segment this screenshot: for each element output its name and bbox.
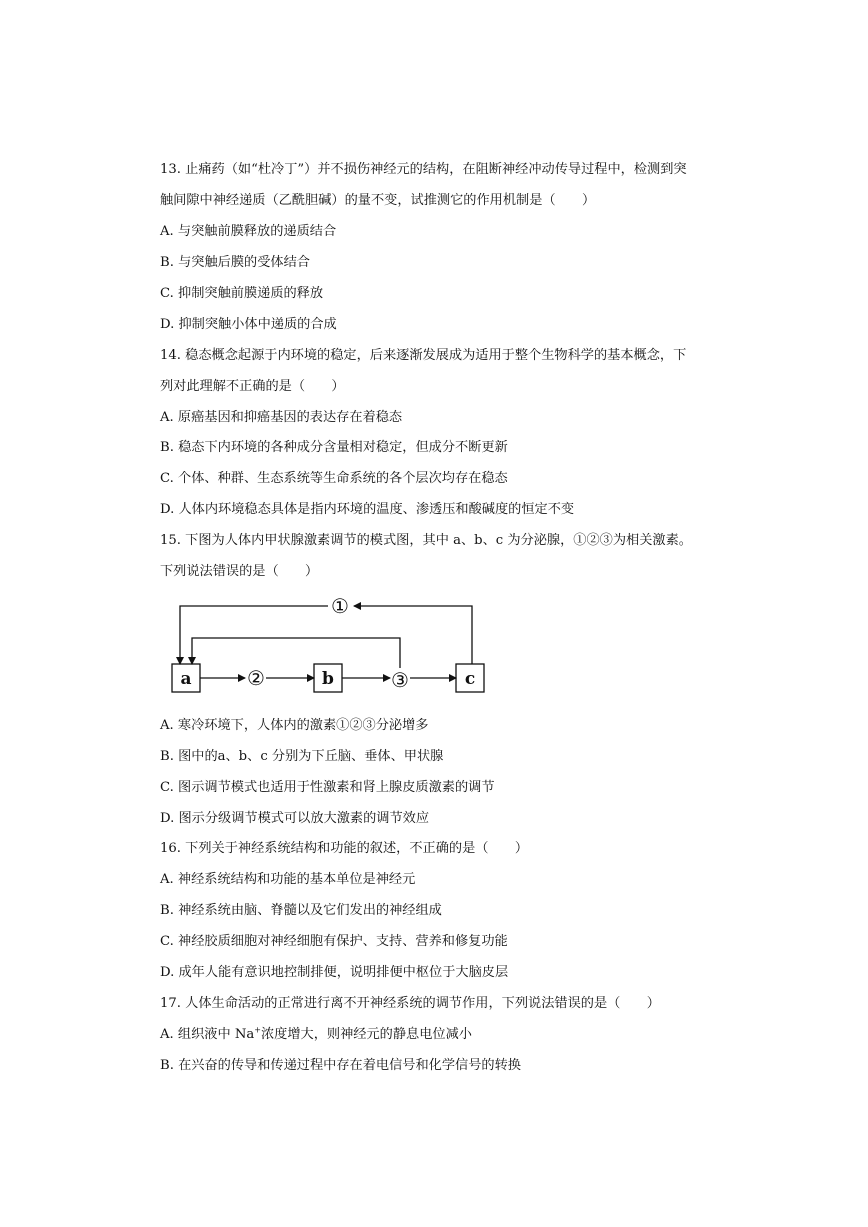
q14-option-a: A. 原癌基因和抑癌基因的表达存在着稳态 (160, 410, 403, 425)
q16-option-c: C. 神经胶质细胞对神经细胞有保护、支持、营养和修复功能 (160, 934, 508, 949)
q13-stem-line1: 13. 止痛药（如“杜冷丁”）并不损伤神经元的结构，在阻断神经冲动传导过程中，检测到突 (160, 162, 687, 177)
q15-option-d: D. 图示分级调节模式可以放大激素的调节效应 (160, 811, 430, 826)
q15-option-c: C. 图示调节模式也适用于性激素和肾上腺皮质激素的调节 (160, 780, 495, 795)
hormone-3-label: ③ (391, 668, 409, 692)
q17-option-a-suffix: 浓度增大，则神经元的静息电位减小 (260, 1027, 472, 1042)
feedback-3-to-a (192, 638, 400, 668)
hormone-regulation-diagram (160, 592, 500, 702)
q15-option-b: B. 图中的a、b、c 分别为下丘脑、垂体、甲状腺 (160, 749, 444, 764)
q17-option-a (160, 1025, 472, 1045)
q15-option-a: A. 寒冷环境下，人体内的激素①②③分泌增多 (160, 718, 429, 733)
q13-option-a: A. 与突触前膜释放的递质结合 (160, 224, 337, 239)
q16-option-d: D. 成年人能有意识地控制排便，说明排便中枢位于大脑皮层 (160, 965, 509, 980)
q13-option-d: D. 抑制突触小体中递质的合成 (160, 317, 337, 332)
q13-stem-line2: 触间隙中神经递质（乙酰胆碱）的量不变，试推测它的作用机制是（ ） (160, 193, 596, 208)
q14-option-b: B. 稳态下内环境的各种成分含量相对稳定，但成分不断更新 (160, 440, 508, 455)
q14-stem-line1: 14. 稳态概念起源于内环境的稳定，后来逐渐发展成为适用于整个生物科学的基本概念，下 (160, 348, 687, 363)
hormone-1-label: ① (331, 594, 349, 618)
q16-option-b: B. 神经系统由脑、脊髓以及它们发出的神经组成 (160, 903, 442, 918)
q13-option-b: B. 与突触后膜的受体结合 (160, 255, 310, 270)
q14-stem-line2: 列对此理解不正确的是（ ） (160, 379, 345, 394)
q17-option-b: B. 在兴奋的传导和传递过程中存在着电信号和化学信号的转换 (160, 1058, 521, 1073)
feedback-1-to-a (180, 606, 328, 664)
q13-option-c: C. 抑制突触前膜递质的释放 (160, 286, 324, 301)
sodium-charge-superscript: + (254, 1025, 261, 1035)
feedback-c-to-1 (354, 606, 472, 664)
q17-option-a-prefix: A. 组织液中 Na (160, 1027, 255, 1042)
q14-option-d: D. 人体内环境稳态具体是指内环境的温度、渗透压和酸碱度的恒定不变 (160, 502, 575, 517)
box-a-label: a (180, 669, 192, 689)
box-c-label: c (464, 669, 476, 689)
q15-stem-line2: 下列说法错误的是（ ） (160, 564, 319, 579)
q17-stem-line1: 17. 人体生命活动的正常进行离不开神经系统的调节作用，下列说法错误的是（ ） (160, 996, 660, 1011)
hormone-2-label: ② (247, 666, 265, 690)
box-b-label: b (322, 669, 334, 689)
q15-stem-line1: 15. 下图为人体内甲状腺激素调节的模式图，其中 a、b、c 为分泌腺，①②③为相关激素。 (160, 533, 692, 548)
q16-option-a: A. 神经系统结构和功能的基本单位是神经元 (160, 872, 416, 887)
q16-stem-line1: 16. 下列关于神经系统结构和功能的叙述，不正确的是（ ） (160, 841, 529, 856)
q14-option-c: C. 个体、种群、生态系统等生命系统的各个层次均存在稳态 (160, 471, 508, 486)
